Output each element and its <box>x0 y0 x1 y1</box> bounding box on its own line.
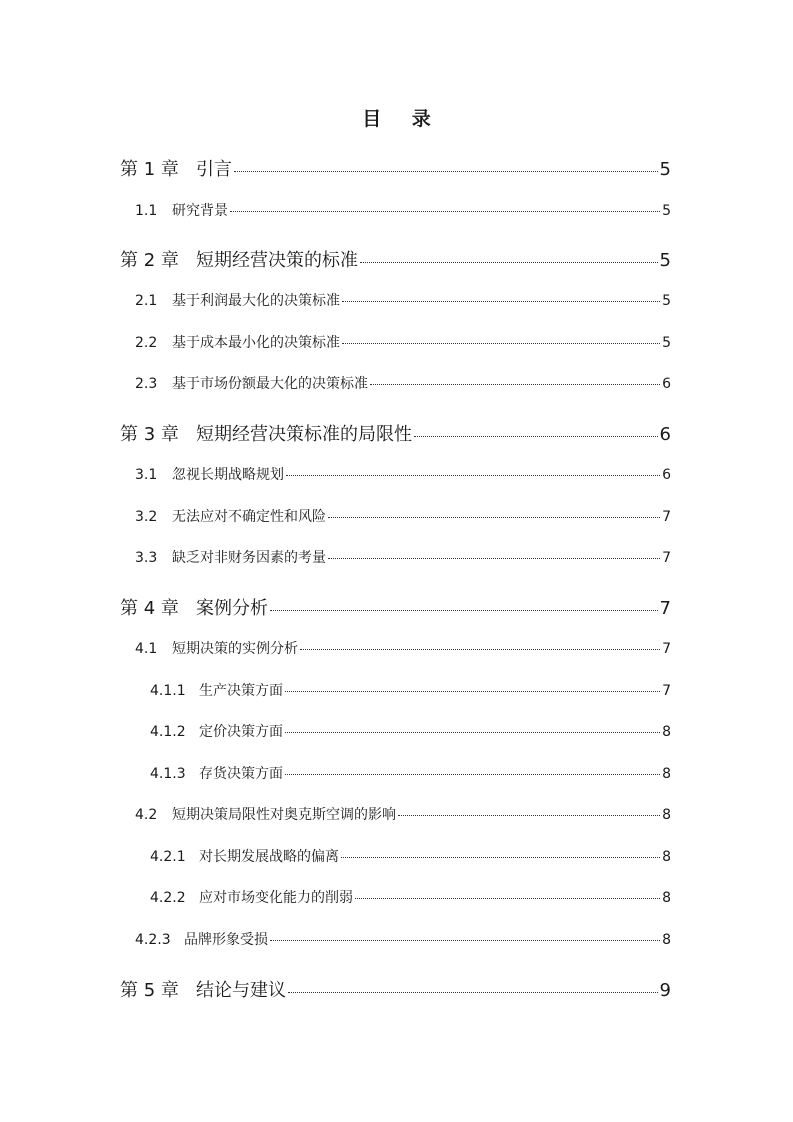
dot-leader <box>355 898 660 899</box>
dot-leader <box>288 992 658 993</box>
dot-leader <box>328 558 660 559</box>
entry-page: 6 <box>662 467 671 483</box>
toc-chapter-5[interactable] <box>120 976 671 1002</box>
entry-title: 结论与建议 <box>196 980 286 1001</box>
toc-subsection-4-2-1[interactable] <box>150 846 671 866</box>
toc-section-3-1[interactable] <box>135 464 671 484</box>
entry-title: 研究背景 <box>172 203 228 219</box>
dot-leader <box>328 517 660 518</box>
toc-chapter-2[interactable] <box>120 246 671 272</box>
entry-number: 2.1 <box>135 293 158 309</box>
dot-leader <box>342 301 660 302</box>
entry-number: 第 4 章 <box>120 598 179 619</box>
entry-title: 基于市场份额最大化的决策标准 <box>172 376 368 392</box>
entry-page: 7 <box>662 641 671 657</box>
toc-chapter-1[interactable] <box>120 155 671 181</box>
entry-number: 3.2 <box>135 509 158 525</box>
entry-number: 4.2.2 <box>150 890 186 906</box>
entry-page: 8 <box>662 807 671 823</box>
entry-page: 7 <box>659 598 671 619</box>
toc-section-3-3[interactable] <box>135 547 671 567</box>
entry-title: 基于成本最小化的决策标准 <box>172 335 340 351</box>
entry-page: 5 <box>659 159 671 180</box>
entry-title: 案例分析 <box>196 598 268 619</box>
entry-title: 生产决策方面 <box>199 683 283 699</box>
dot-leader <box>285 774 660 775</box>
entry-number: 4.1.3 <box>150 766 186 782</box>
toc-subsection-4-2-2[interactable] <box>150 887 671 907</box>
entry-page: 6 <box>662 376 671 392</box>
entry-page: 8 <box>662 932 671 948</box>
dot-leader <box>342 343 660 344</box>
entry-title: 短期决策局限性对奥克斯空调的影响 <box>172 807 396 823</box>
entry-page: 7 <box>662 509 671 525</box>
entry-title: 对长期发展战略的偏离 <box>199 849 339 865</box>
entry-number: 1.1 <box>135 203 158 219</box>
toc-section-3-2[interactable] <box>135 506 671 526</box>
dot-leader <box>234 171 658 172</box>
entry-page: 5 <box>662 335 671 351</box>
dot-leader <box>285 691 660 692</box>
entry-page: 6 <box>659 424 671 445</box>
toc-chapter-3[interactable] <box>120 420 671 446</box>
entry-page: 8 <box>662 890 671 906</box>
entry-number: 3.3 <box>135 550 158 566</box>
toc-title: 目 录 <box>362 108 443 130</box>
toc-section-4-1[interactable] <box>135 638 671 658</box>
entry-title: 短期经营决策标准的局限性 <box>196 424 412 445</box>
entry-number: 第 1 章 <box>120 159 179 180</box>
entry-number: 4.1.2 <box>150 724 186 740</box>
dot-leader <box>230 211 660 212</box>
entry-page: 9 <box>659 980 671 1001</box>
entry-number: 4.1 <box>135 641 158 657</box>
entry-title: 短期经营决策的标准 <box>196 250 358 271</box>
dot-leader <box>370 384 660 385</box>
entry-number: 4.2.1 <box>150 849 186 865</box>
toc-section-2-1[interactable] <box>135 290 671 310</box>
entry-title: 缺乏对非财务因素的考量 <box>172 550 326 566</box>
entry-title: 定价决策方面 <box>199 724 283 740</box>
toc-subsection-4-1-3[interactable] <box>150 763 671 783</box>
dot-leader <box>341 857 660 858</box>
dot-leader <box>270 610 658 611</box>
entry-title: 基于利润最大化的决策标准 <box>172 293 340 309</box>
entry-title: 短期决策的实例分析 <box>172 641 298 657</box>
dot-leader <box>414 436 658 437</box>
dot-leader <box>300 649 660 650</box>
entry-page: 5 <box>659 250 671 271</box>
entry-title: 忽视长期战略规划 <box>172 467 284 483</box>
entry-number: 3.1 <box>135 467 158 483</box>
dot-leader <box>285 732 660 733</box>
entry-page: 7 <box>662 683 671 699</box>
toc-section-2-3[interactable] <box>135 373 671 393</box>
toc-section-2-2[interactable] <box>135 332 671 352</box>
toc-subsection-4-1-1[interactable] <box>150 680 671 700</box>
entry-title: 存货决策方面 <box>199 766 283 782</box>
entry-title: 品牌形象受损 <box>184 932 268 948</box>
dot-leader <box>270 940 660 941</box>
entry-number: 4.1.1 <box>150 683 186 699</box>
toc-subsection-4-2-3[interactable] <box>135 929 671 949</box>
entry-page: 8 <box>662 766 671 782</box>
entry-page: 5 <box>662 203 671 219</box>
toc-chapter-4[interactable] <box>120 594 671 620</box>
entry-title: 引言 <box>196 159 232 180</box>
entry-number: 第 5 章 <box>120 980 179 1001</box>
dot-leader <box>360 262 658 263</box>
toc-subsection-4-1-2[interactable] <box>150 721 671 741</box>
entry-number: 4.2 <box>135 807 158 823</box>
entry-page: 5 <box>662 293 671 309</box>
entry-page: 8 <box>662 849 671 865</box>
entry-page: 8 <box>662 724 671 740</box>
entry-page: 7 <box>662 550 671 566</box>
dot-leader <box>286 475 660 476</box>
entry-number: 4.2.3 <box>135 932 171 948</box>
entry-title: 无法应对不确定性和风险 <box>172 509 326 525</box>
dot-leader <box>398 815 660 816</box>
entry-number: 2.2 <box>135 335 158 351</box>
toc-section-1-1[interactable] <box>135 200 671 220</box>
entry-number: 第 3 章 <box>120 424 179 445</box>
toc-section-4-2[interactable] <box>135 804 671 824</box>
entry-number: 2.3 <box>135 376 158 392</box>
entry-number: 第 2 章 <box>120 250 179 271</box>
entry-title: 应对市场变化能力的削弱 <box>199 890 353 906</box>
